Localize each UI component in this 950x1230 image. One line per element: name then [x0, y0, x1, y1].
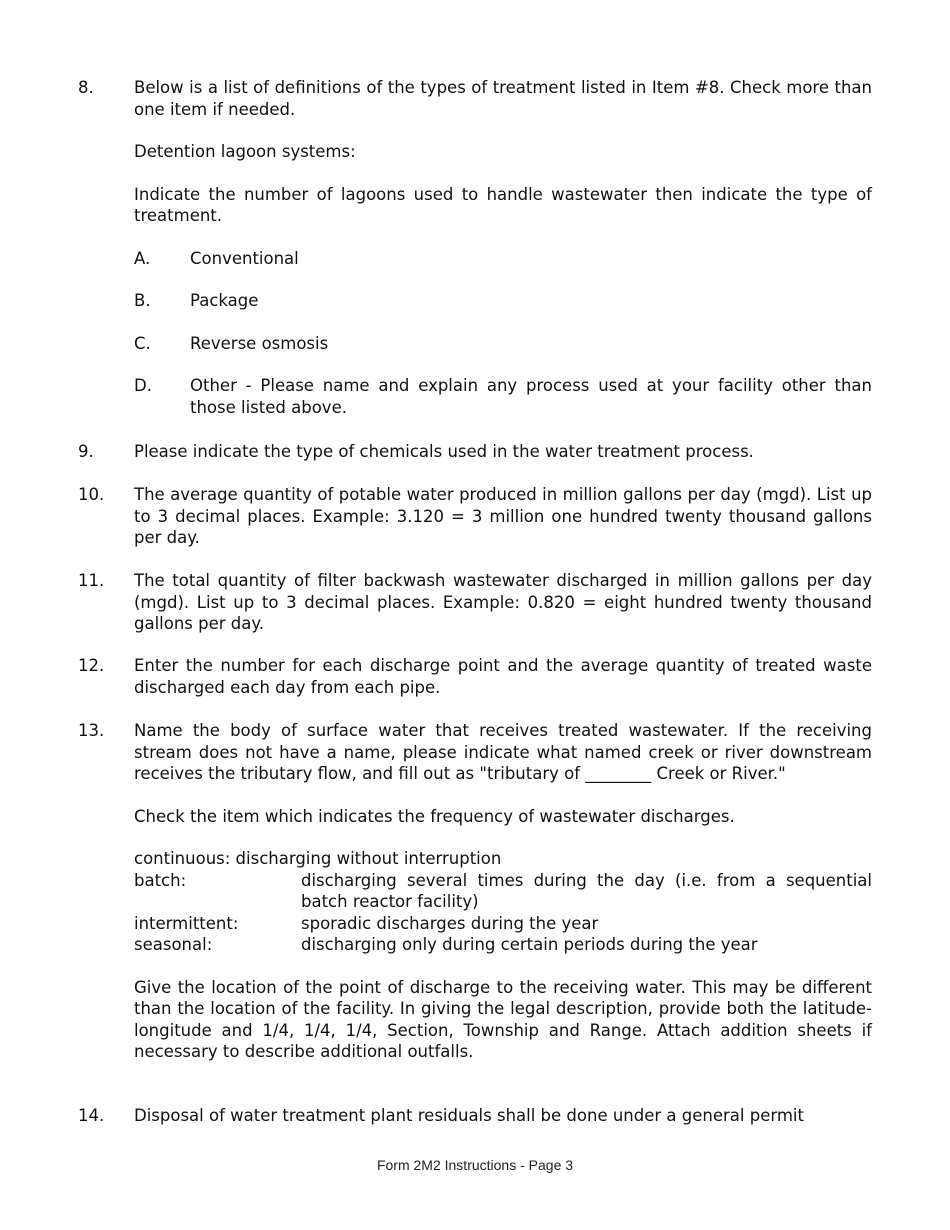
page-footer: Form 2M2 Instructions - Page 3: [376, 1157, 574, 1173]
item-text: Please indicate the type of chemicals used in the water treatment process.: [134, 442, 754, 461]
definition-term: intermittent:: [134, 913, 239, 933]
item-13: [78, 720, 872, 1063]
item-number: 8.: [78, 78, 94, 97]
option-text: Package: [190, 291, 259, 310]
option-text: Conventional: [190, 248, 299, 268]
definition-text: discharging only during certain periods during the year: [301, 935, 758, 954]
option-text: Other - Please name and explain any process used at your facility other than those listed above.: [190, 376, 872, 417]
item-number: 9.: [78, 442, 94, 461]
treatment-option-b: [134, 290, 872, 312]
option-letter: A.: [134, 248, 151, 268]
seasonal-definition: [134, 934, 872, 956]
option-letter: D.: [134, 376, 152, 395]
option-letter: C.: [134, 333, 151, 353]
option-text: Reverse osmosis: [190, 333, 329, 353]
item-14: [78, 1105, 872, 1127]
definition-text: sporadic discharges during the year: [301, 913, 599, 933]
item-text: Name the body of surface water that receives treated wastewater. If the receiving stream does not have a name, please indicate what named creek or river downstream receives the tributary flow, and fill out as "tributary of ________ Creek or River.": [134, 721, 872, 783]
item-number: 14.: [78, 1106, 105, 1125]
option-letter: B.: [134, 291, 151, 310]
treatment-option-d: [134, 375, 872, 418]
item-8: [78, 77, 872, 418]
item-text: Enter the number for each discharge point and the average quantity of treated waste discharged each day from each pipe.: [134, 656, 872, 697]
item-number: 10.: [78, 485, 105, 504]
definition-term: batch:: [134, 870, 187, 890]
batch-definition: [134, 870, 872, 913]
lagoon-instructions: Indicate the number of lagoons used to handle wastewater then indicate the type of treatment.: [134, 184, 872, 225]
definition-text: discharging several times during the day (i.e. from a sequential batch reactor facility): [301, 870, 872, 911]
frequency-instructions: Check the item which indicates the frequency of wastewater discharges.: [134, 806, 735, 826]
item-number: 12.: [78, 656, 105, 675]
treatment-option-a: [134, 248, 872, 270]
item-number: 13.: [78, 721, 105, 740]
treatment-option-c: [134, 333, 872, 355]
item-number: 11.: [78, 571, 105, 590]
intermittent-definition: [134, 913, 872, 935]
definition-term: seasonal:: [134, 935, 213, 954]
item-text: The average quantity of potable water produced in million gallons per day (mgd). List up to 3 decimal places. Example: 3.120 = 3 million one hundred twenty thousand gallons per day.: [134, 485, 872, 547]
item-9: [78, 441, 872, 463]
detention-heading: Detention lagoon systems:: [134, 142, 356, 161]
item-text: Disposal of water treatment plant residuals shall be done under a general permit: [134, 1106, 804, 1125]
item-8-intro: Below is a list of definitions of the types of treatment listed in Item #8. Check more than one item if needed.: [134, 78, 872, 119]
item-10: [78, 484, 872, 549]
continuous-definition: continuous: discharging without interruption: [134, 849, 502, 868]
item-12: [78, 655, 872, 698]
item-11: [78, 570, 872, 635]
discharge-location-instructions: Give the location of the point of discharge to the receiving water. This may be different than the location of the facility. In giving the legal description, provide both the latitude-longitude and 1/4, 1/4, 1/4, Section, Township and Range. Attach addition sheets if necessary to describe additional outfalls.: [134, 977, 872, 1061]
item-text: The total quantity of filter backwash wastewater discharged in million gallons per day (mgd). List up to 3 decimal places. Example: 0.820 = eight hundred twenty thousand gallons per day.: [134, 571, 872, 633]
